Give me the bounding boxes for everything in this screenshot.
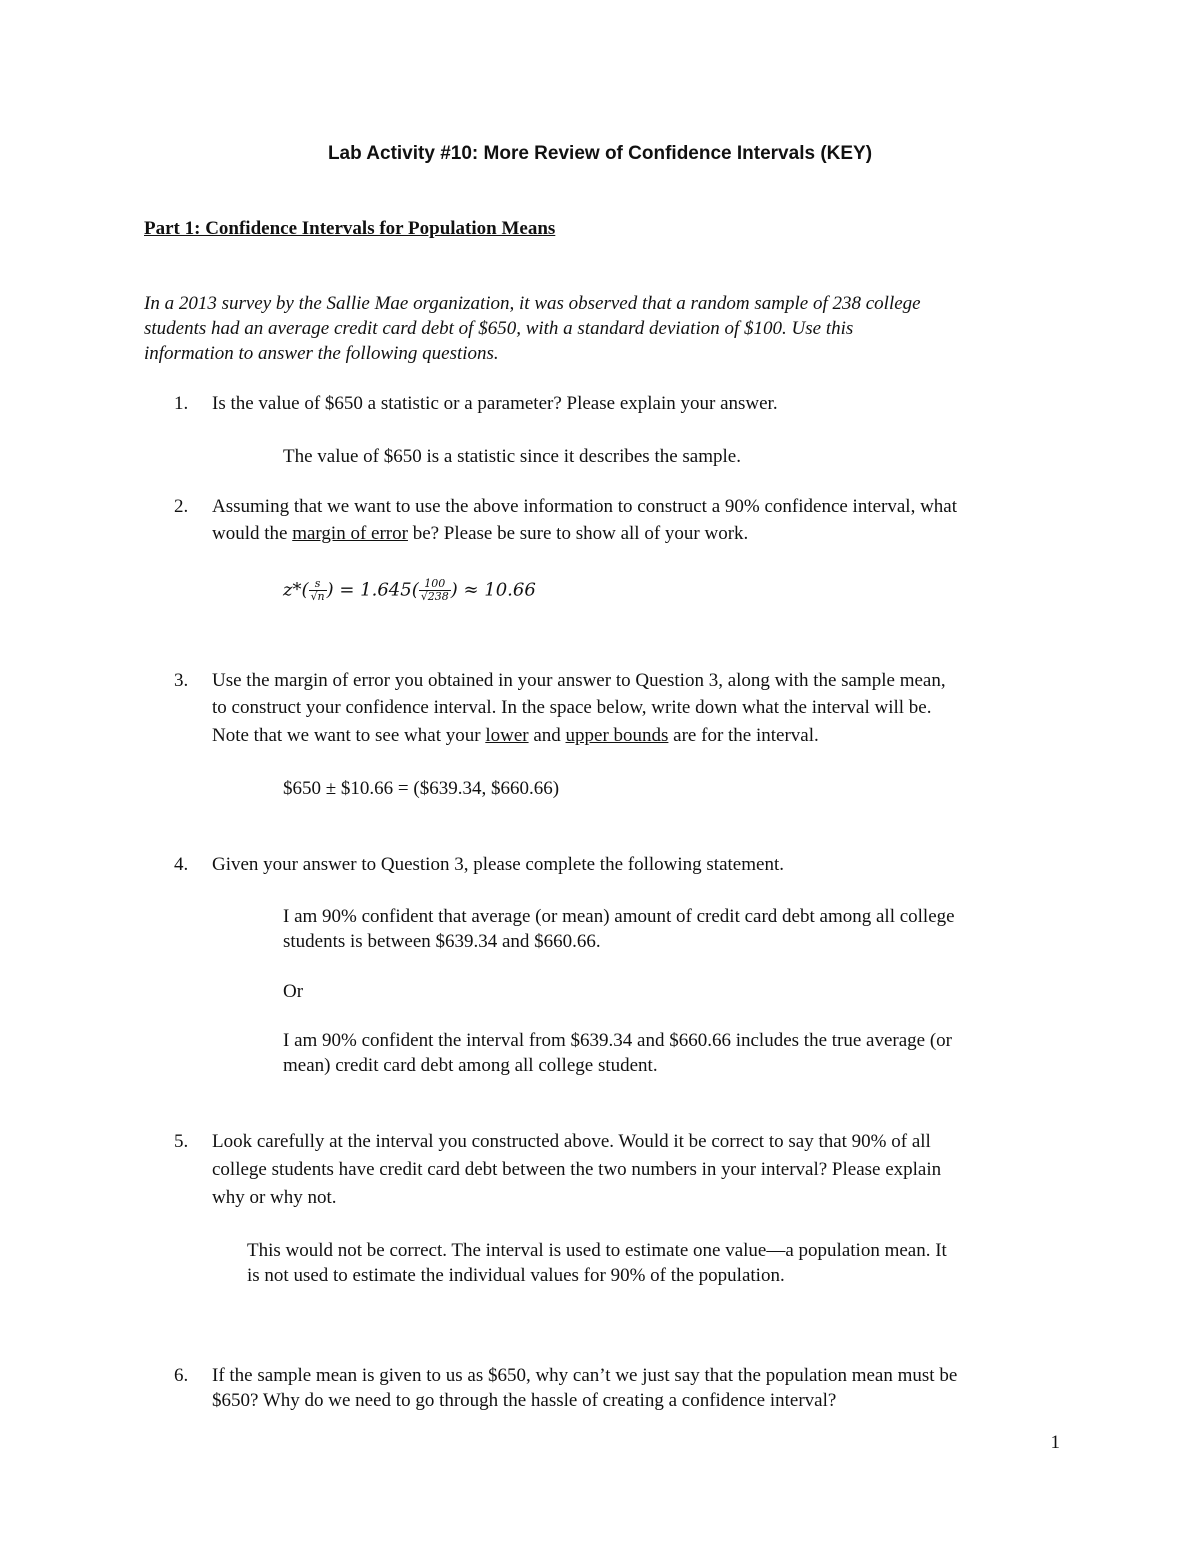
fraction-s-over-sqrt-n — [309, 578, 327, 603]
question-5-text: college students have credit card debt between the two numbers in your interval? Please explain — [212, 1159, 942, 1180]
formula-equals: ) = 1.645( — [326, 579, 419, 601]
question-4-answer: students is between $639.34 and $660.66. — [283, 931, 601, 952]
q3-text-part: are for the interval. — [668, 725, 819, 746]
margin-of-error-term: margin of error — [292, 523, 408, 544]
question-5-answer: is not used to estimate the individual values for 90% of the population. — [247, 1265, 785, 1286]
question-4-answer: I am 90% confident that average (or mean) amount of credit card debt among all college — [283, 906, 955, 927]
question-6-number: 6. — [174, 1365, 189, 1386]
question-4-number: 4. — [174, 854, 189, 875]
question-5-answer: This would not be correct. The interval is used to estimate one value—a population mean. It — [247, 1240, 947, 1261]
intro-line: In a 2013 survey by the Sallie Mae organization, it was observed that a random sample of 238 college — [144, 293, 921, 314]
question-6-text: If the sample mean is given to us as $650, why can’t we just say that the population mean must be — [212, 1365, 958, 1386]
q2-text-part: be? Please be sure to show all of your work. — [407, 523, 749, 544]
question-4-answer: mean) credit card debt among all college student. — [283, 1055, 658, 1076]
question-5-text: why or why not. — [212, 1187, 337, 1208]
fraction-denominator: √n — [310, 590, 325, 603]
q3-text-part: and — [528, 725, 566, 746]
fraction-numerator: 100 — [419, 578, 451, 591]
fraction-denominator: √238 — [420, 590, 449, 603]
upper-bounds-term: upper bounds — [565, 725, 669, 746]
lower-term: lower — [485, 725, 529, 746]
q3-text-part: Note that we want to see what your — [212, 725, 486, 746]
question-5-number: 5. — [174, 1131, 189, 1152]
question-2-text: Assuming that we want to use the above information to construct a 90% confidence interval, what — [212, 496, 958, 517]
question-4-text: Given your answer to Question 3, please complete the following statement. — [212, 854, 784, 875]
intro-line: students had an average credit card debt of $650, with a standard deviation of $100. Use this — [144, 318, 854, 339]
question-2-number: 2. — [174, 496, 189, 517]
question-4-answer: I am 90% confident the interval from $639.34 and $660.66 includes the true average (or — [283, 1030, 953, 1051]
fraction-numerator: s — [309, 578, 327, 591]
question-5-text: Look carefully at the interval you constructed above. Would it be correct to say that 90% of all — [212, 1131, 931, 1152]
formula-result: ) ≈ 10.66 — [450, 579, 536, 601]
question-1-text: Is the value of $650 a statistic or a parameter? Please explain your answer. — [212, 393, 778, 414]
question-6-text: $650? Why do we need to go through the hassle of creating a confidence interval? — [212, 1390, 837, 1411]
question-1-number: 1. — [174, 393, 189, 414]
formula-zstar: z*( — [283, 579, 309, 601]
intro-line: information to answer the following questions. — [144, 343, 499, 364]
question-3-text: Use the margin of error you obtained in your answer to Question 3, along with the sample mean, — [212, 670, 946, 691]
question-1-answer: The value of $650 is a statistic since it describes the sample. — [283, 446, 741, 467]
question-3-text — [212, 725, 819, 747]
question-3-answer: $650 ± $10.66 = ($639.34, $660.66) — [283, 778, 560, 799]
fraction-100-over-sqrt-238 — [419, 578, 451, 603]
margin-of-error-formula — [283, 578, 536, 603]
q2-text-part: would the — [212, 523, 293, 544]
page-number: 1 — [1050, 1432, 1060, 1453]
question-4-or: Or — [283, 981, 304, 1002]
question-3-number: 3. — [174, 670, 189, 691]
part1-heading: Part 1: Confidence Intervals for Population Means — [144, 218, 556, 239]
question-2-text — [212, 523, 748, 545]
question-3-text: to construct your confidence interval. In the space below, write down what the interval will be. — [212, 697, 932, 718]
document-title: Lab Activity #10: More Review of Confidence Intervals (KEY) — [327, 143, 873, 164]
